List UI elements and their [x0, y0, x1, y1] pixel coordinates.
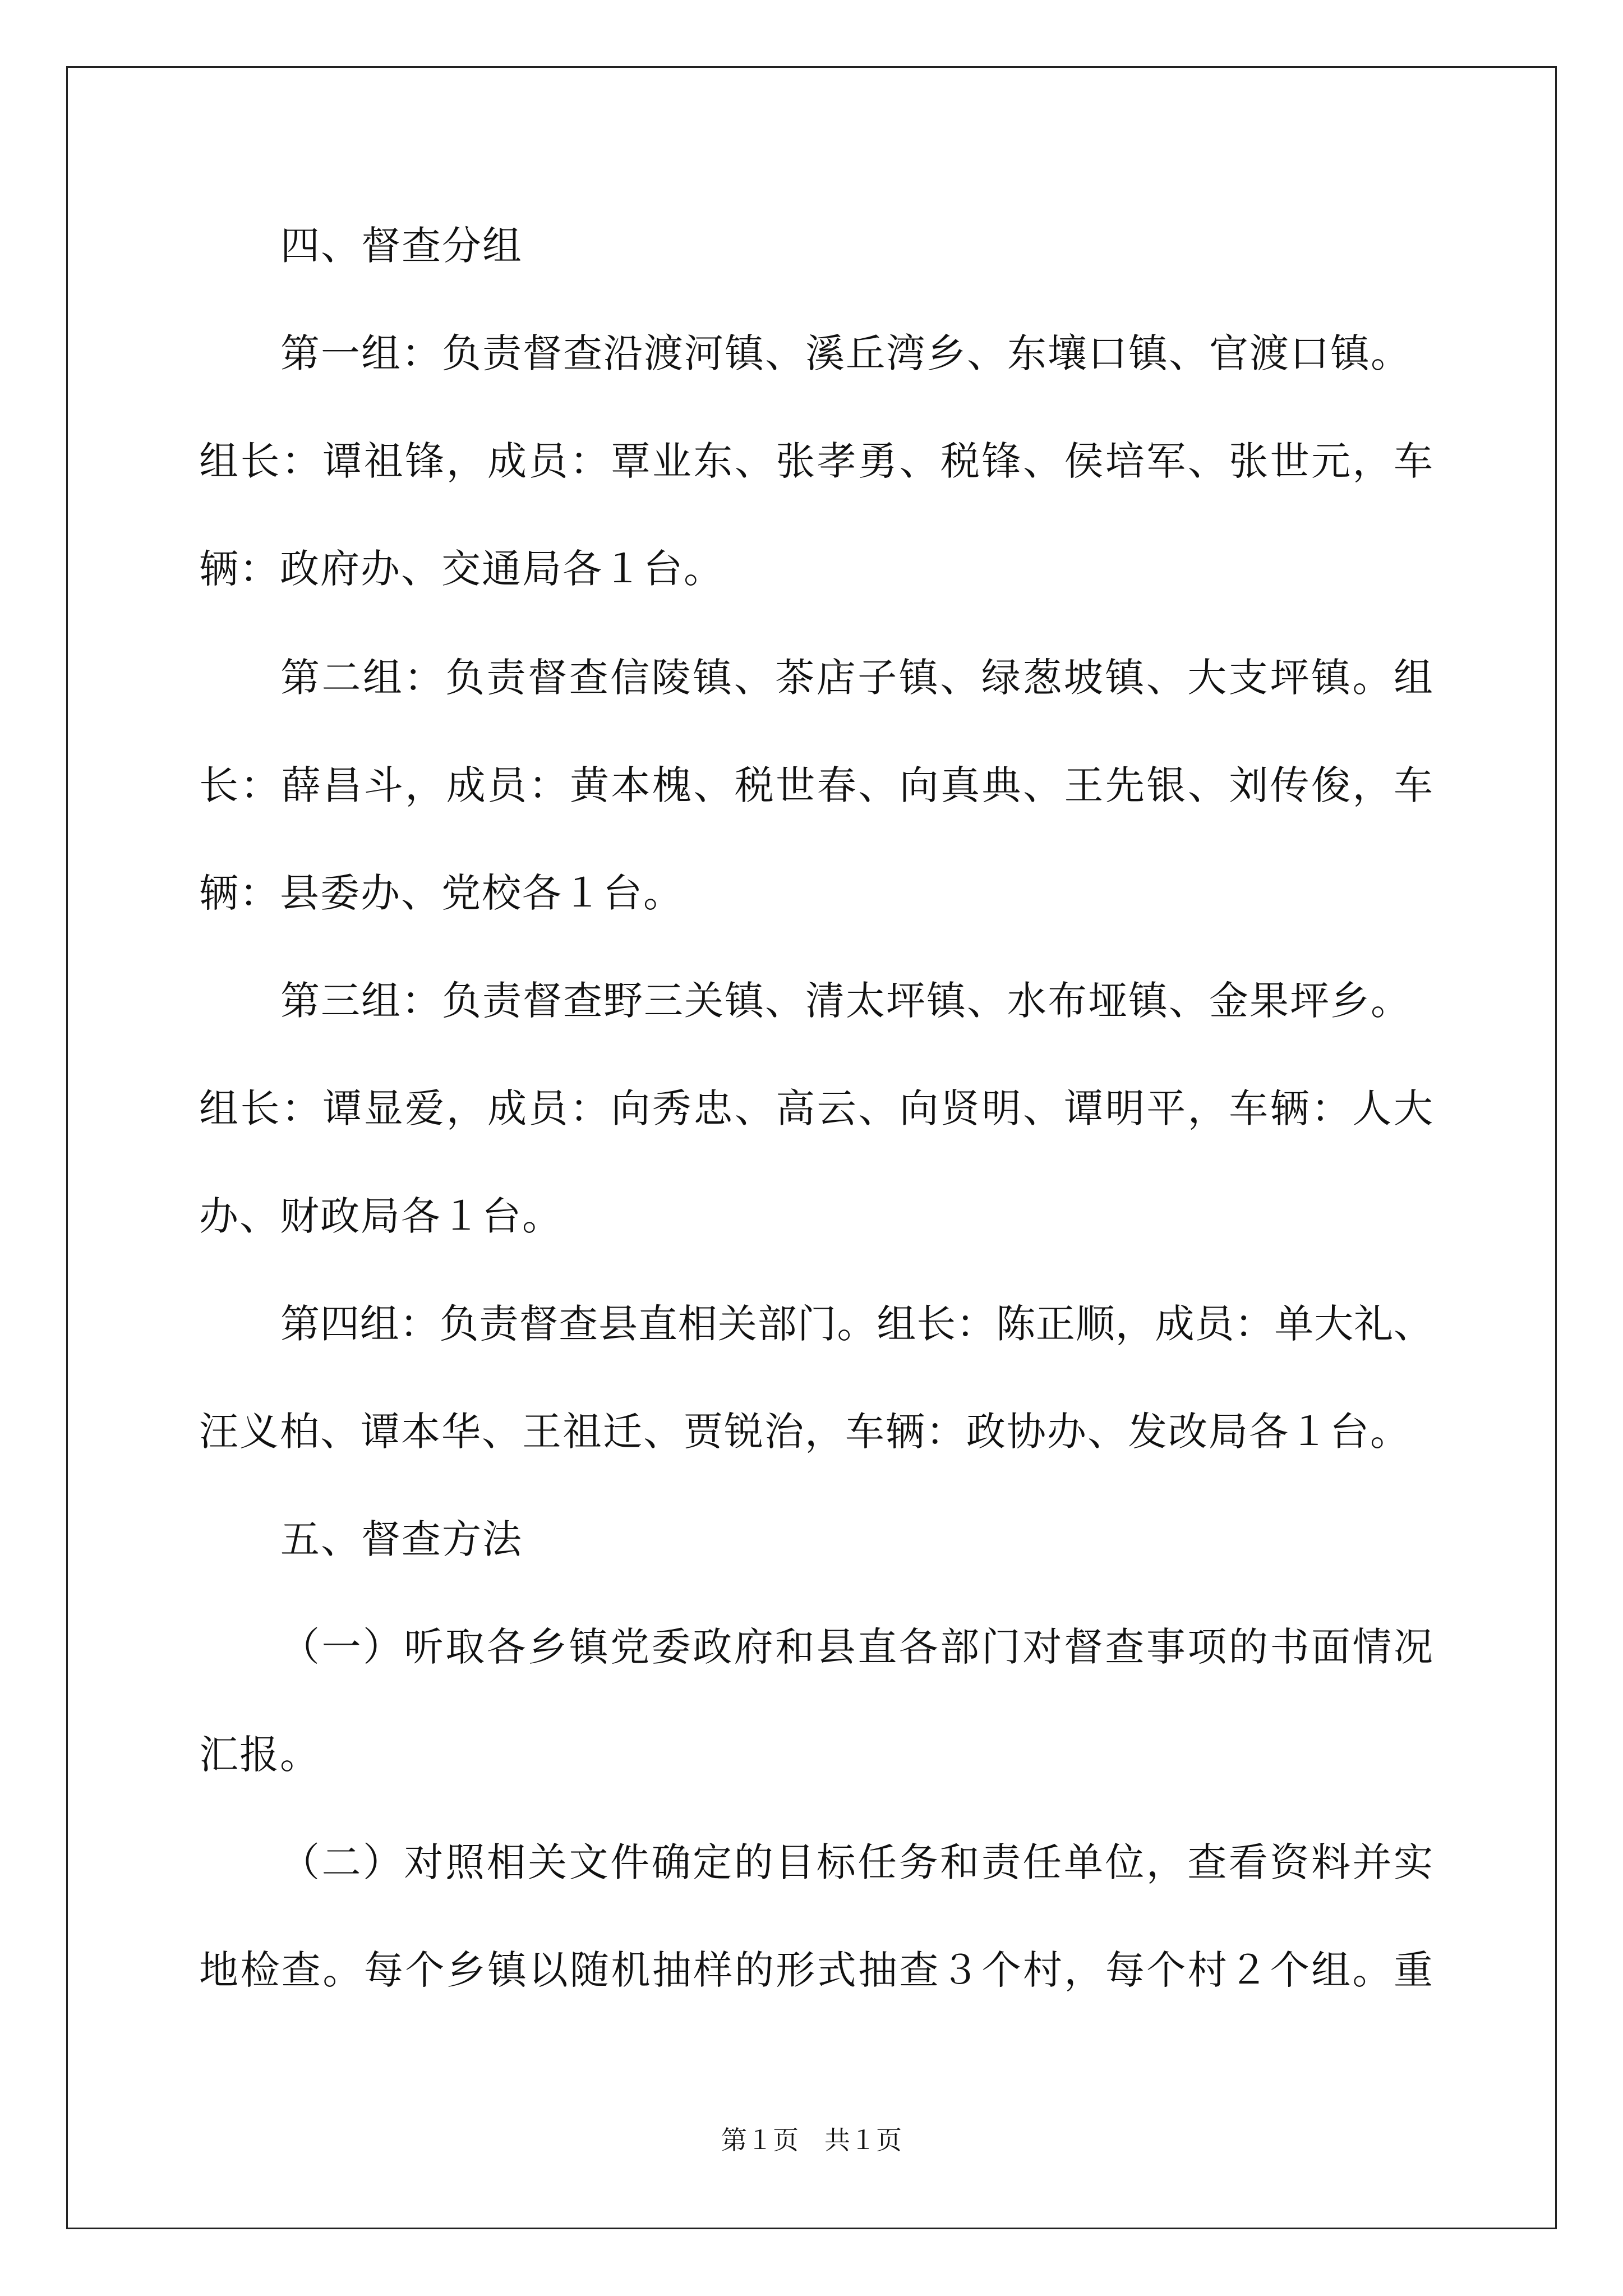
group3-line-3: 办、财政局各１台。 — [199, 1193, 562, 1239]
group4-line-1: 第四组：负责督查县直相关部门。组长：陈正顺，成员：单大礼、 — [280, 1301, 1433, 1347]
section-heading-5: 五、督查方法 — [280, 1516, 523, 1562]
group2-line-2: 长：薛昌斗，成员：黄本槐、税世春、向真典、王先银、刘传俊，车 — [199, 762, 1433, 808]
group2-line-1: 第二组：负责督查信陵镇、茶店子镇、绿葱坡镇、大支坪镇。组 — [280, 655, 1433, 701]
group1-line-1: 第一组：负责督查沿渡河镇、溪丘湾乡、东壤口镇、官渡口镇。 — [280, 330, 1411, 376]
section-heading-4: 四、督查分组 — [280, 223, 523, 269]
page-border — [66, 66, 1557, 2229]
method1-line-1: （一）听取各乡镇党委政府和县直各部门对督查事项的书面情况 — [280, 1624, 1433, 1670]
group1-line-2: 组长：谭祖锋，成员：覃业东、张孝勇、税锋、侯培军、张世元，车 — [199, 438, 1433, 484]
method2-line-2: 地检查。每个乡镇以随机抽样的形式抽查３个村，每个村２个组。重 — [199, 1947, 1433, 1993]
group2-line-3: 辆：县委办、党校各１台。 — [199, 870, 684, 916]
group4-line-2: 汪义柏、谭本华、王祖迁、贾锐治，车辆：政协办、发改局各１台。 — [199, 1409, 1410, 1455]
group1-line-3: 辆：政府办、交通局各１台。 — [199, 546, 724, 592]
group3-line-2: 组长：谭显爱，成员：向秀忠、高云、向贤明、谭明平，车辆：人大 — [199, 1085, 1433, 1131]
page-footer: 第１页 共１页 — [721, 2125, 902, 2155]
method1-line-2: 汇报。 — [199, 1732, 320, 1778]
method2-line-1: （二）对照相关文件确定的目标任务和责任单位，查看资料并实 — [280, 1839, 1433, 1885]
group3-line-1: 第三组：负责督查野三关镇、清太坪镇、水布垭镇、金果坪乡。 — [280, 978, 1411, 1024]
